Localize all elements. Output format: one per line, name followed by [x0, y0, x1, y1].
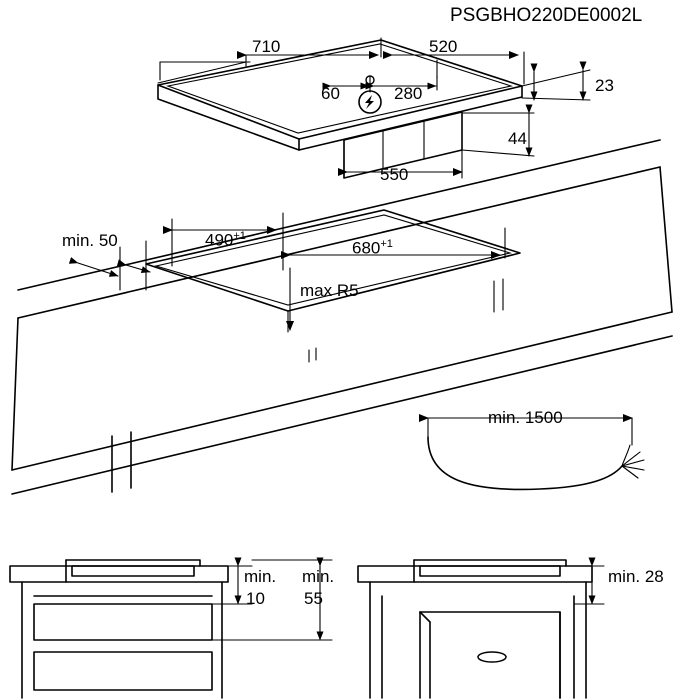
dim-min-10-label: min.	[244, 567, 277, 586]
dim-cutout-680-tolerance: +1	[380, 238, 393, 250]
label-max-r5: max R5	[300, 281, 359, 300]
dim-cutout-490	[205, 230, 246, 250]
dim-height-44: 44	[508, 129, 527, 148]
section-left-geometry	[10, 560, 335, 698]
dim-width-710: 710	[252, 37, 281, 56]
dim-cutout-490-value: 490	[205, 230, 234, 250]
dim-cutout-680-value: 680	[352, 238, 381, 258]
drawing-code: PSGBHO220DE0002L	[450, 5, 643, 26]
dim-cable-min-1500: min. 1500	[488, 408, 563, 427]
section-right-geometry	[358, 560, 604, 698]
dim-cutout-680	[352, 238, 393, 258]
hob-top-view-geometry	[158, 38, 590, 178]
worktop-cutout-geometry	[12, 140, 672, 494]
cable-length-geometry	[428, 418, 644, 489]
dim-box-550: 550	[380, 165, 409, 184]
dim-offset-60: 60	[321, 84, 340, 103]
dim-cutout-490-tolerance: +1	[233, 230, 246, 242]
dim-height-23: 23	[595, 76, 614, 95]
dim-depth-520: 520	[429, 37, 458, 56]
dim-min-50: min. 50	[62, 231, 118, 250]
dim-min-55-value: 55	[304, 589, 323, 608]
dim-min-28: min. 28	[608, 567, 664, 586]
dim-min-10-value: 10	[246, 589, 265, 608]
dim-offset-280: 280	[394, 84, 423, 103]
dim-min-55-label: min.	[302, 567, 335, 586]
